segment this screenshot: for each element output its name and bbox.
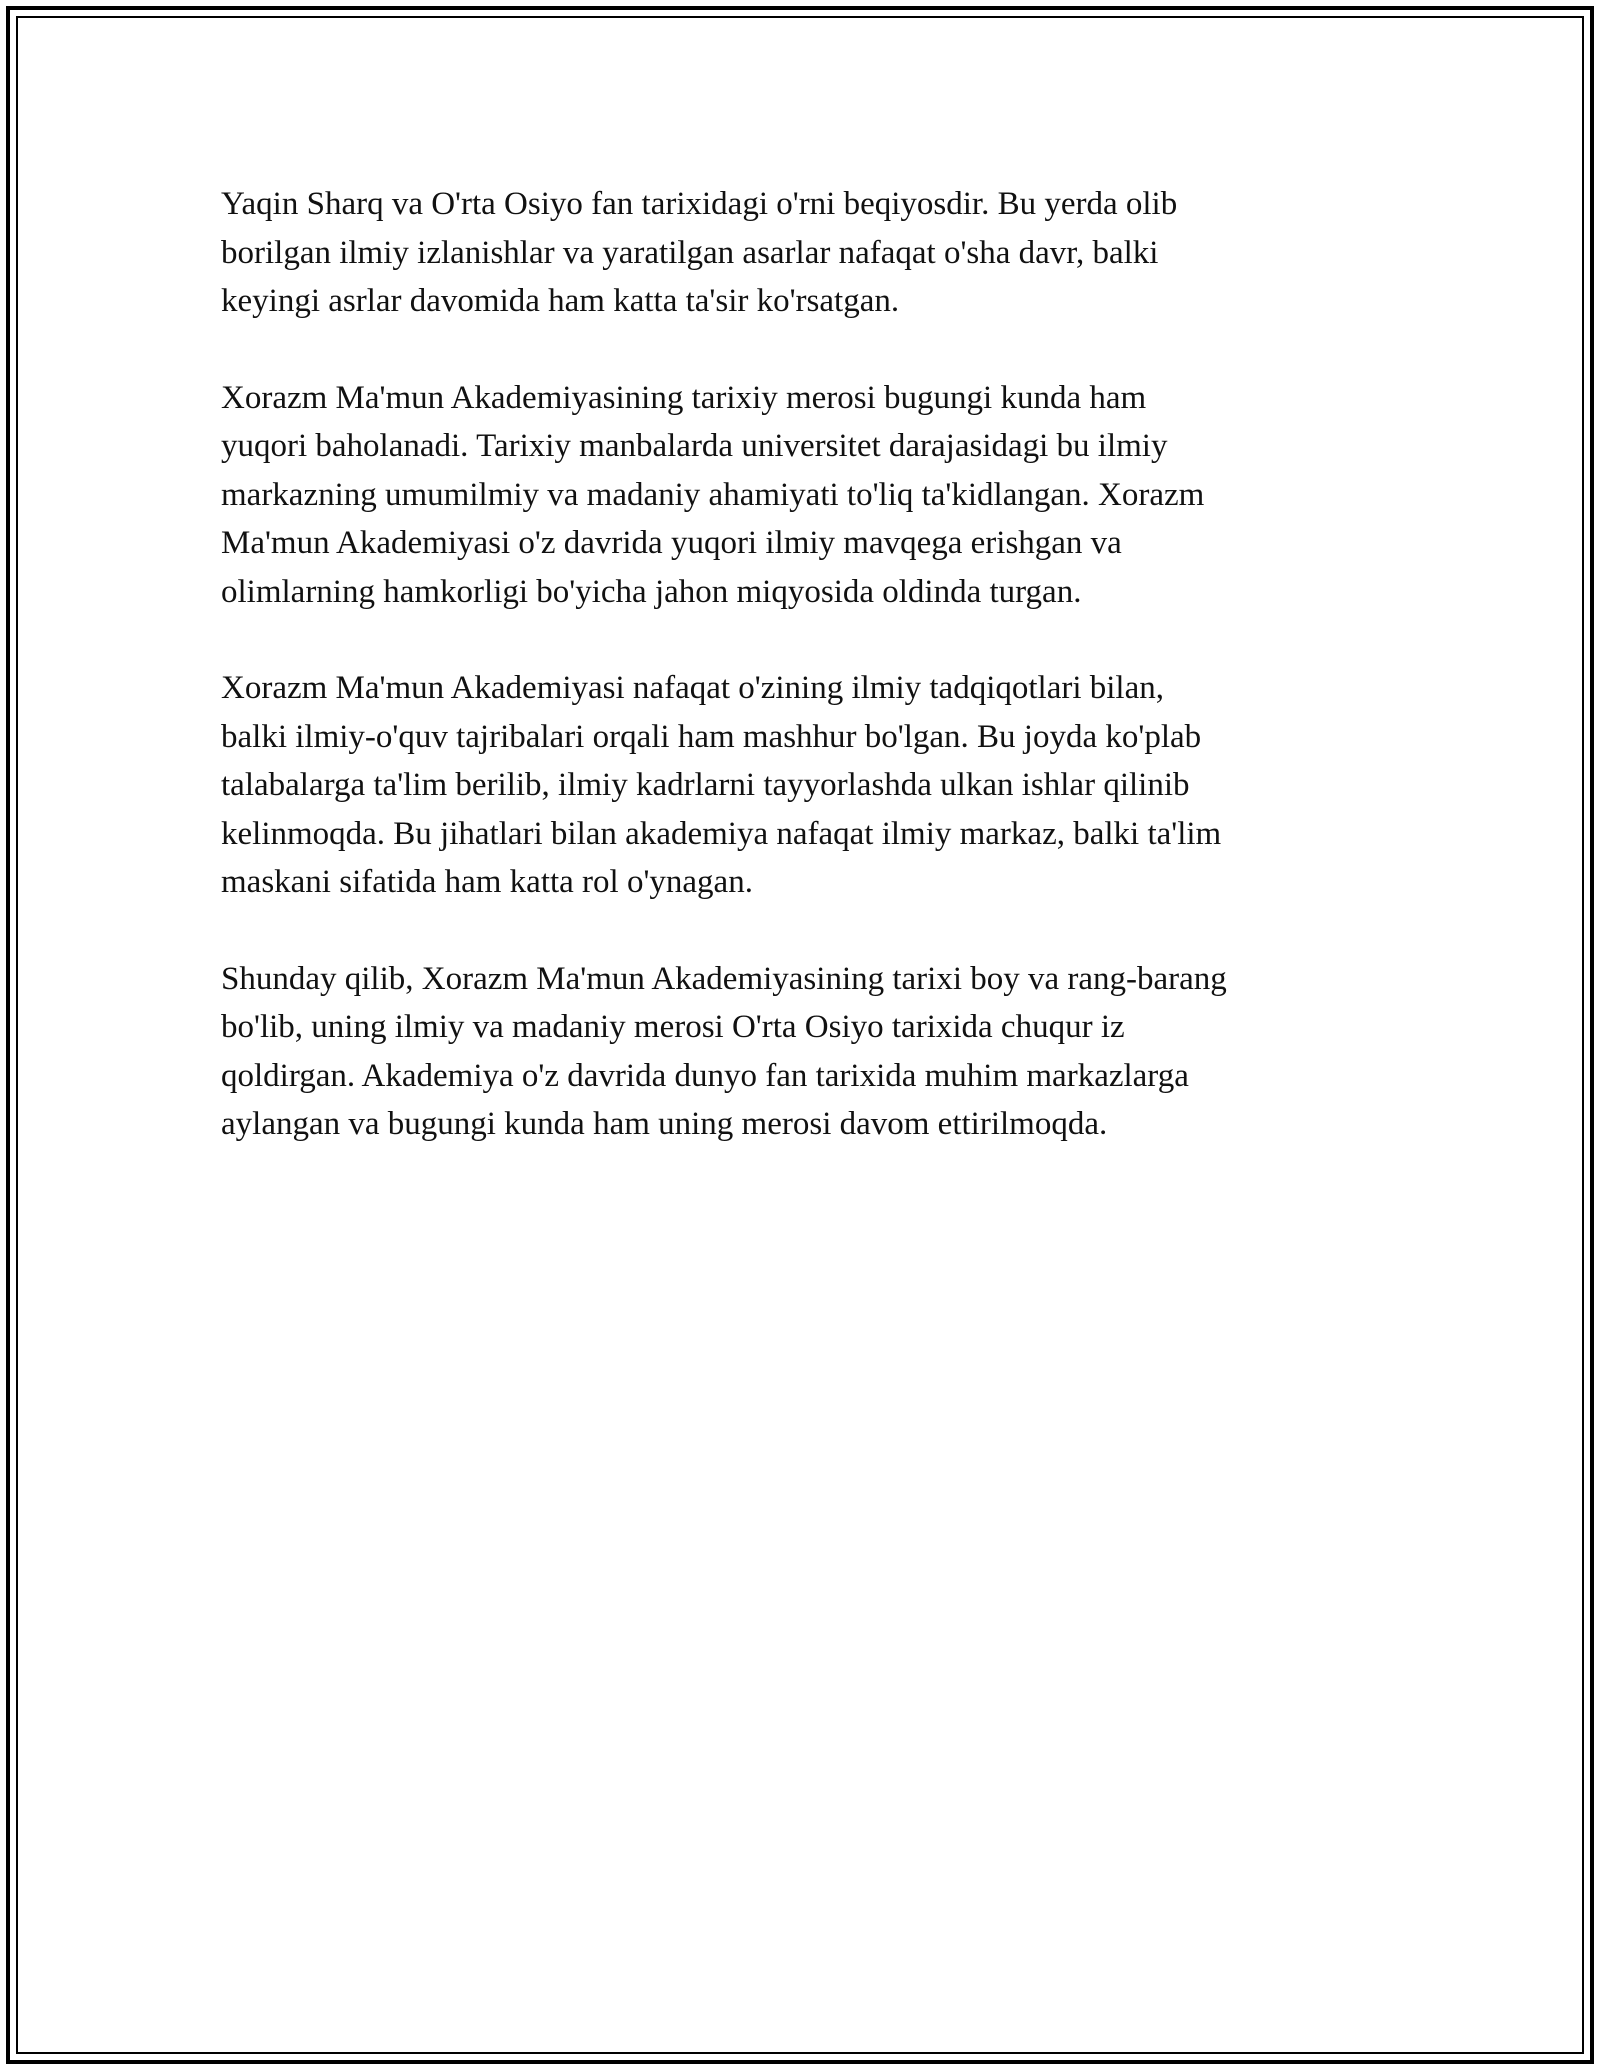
paragraph-line: yuqori baholanadi. Tarixiy manbalarda universitet darajasidagi bu ilmiy	[221, 428, 1168, 464]
paragraph-line: Xorazm Ma'mun Akademiyasi nafaqat o'zining ilmiy tadqiqotlari bilan,	[221, 670, 1164, 706]
paragraph-3	[221, 664, 1381, 907]
paragraph-line: maskani sifatida ham katta rol o'ynagan.	[221, 864, 753, 900]
paragraph-line: Shunday qilib, Xorazm Ma'mun Akademiyasining tarixi boy va rang-barang	[221, 960, 1227, 997]
paragraph-line: borilgan ilmiy izlanishlar va yaratilgan asarlar nafaqat o'sha davr, balki	[221, 234, 1159, 271]
paragraph-line: Yaqin Sharq va O'rta Osiyo fan tarixidagi o'rni beqiyosdir. Bu yerda olib	[221, 186, 1178, 222]
paragraph-line: bo'lib, uning ilmiy va madaniy merosi O'rta Osiyo tarixida chuqur iz	[221, 1009, 1125, 1045]
paragraph-line: keyingi asrlar davomida ham katta ta'sir ko'rsatgan.	[221, 283, 900, 319]
paragraph-line: kelinmoqda. Bu jihatlari bilan akademiya nafaqat ilmiy markaz, balki ta'lim	[221, 815, 1222, 852]
paragraph-line: balki ilmiy-o'quv tajribalari orqali ham mashhur bo'lgan. Bu joyda ko'plab	[221, 718, 1202, 755]
paragraph-line: markazning umumilmiy va madaniy ahamiyati to'liq ta'kidlangan. Xorazm	[221, 476, 1205, 513]
paragraph-2	[221, 374, 1381, 617]
paragraph-line: talabalarga ta'lim berilib, ilmiy kadrlarni tayyorlashda ulkan ishlar qilinib	[221, 767, 1190, 803]
paragraph-4	[221, 955, 1381, 1149]
paragraph-line: qoldirgan. Akademiya o'z davrida dunyo fan tarixida muhim markazlarga	[221, 1057, 1189, 1094]
paragraph-1	[221, 180, 1381, 326]
paragraph-line: Xorazm Ma'mun Akademiyasining tarixiy merosi bugungi kunda ham	[221, 379, 1147, 416]
paragraph-line: olimlarning hamkorligi bo'yicha jahon miqyosida oldinda turgan.	[221, 573, 1082, 610]
paragraph-line: Ma'mun Akademiyasi o'z davrida yuqori ilmiy mavqega erishgan va	[221, 525, 1122, 561]
paragraph-line: aylangan va bugungi kunda ham uning merosi davom ettirilmoqda.	[221, 1106, 1108, 1142]
document-body	[221, 180, 1381, 1197]
